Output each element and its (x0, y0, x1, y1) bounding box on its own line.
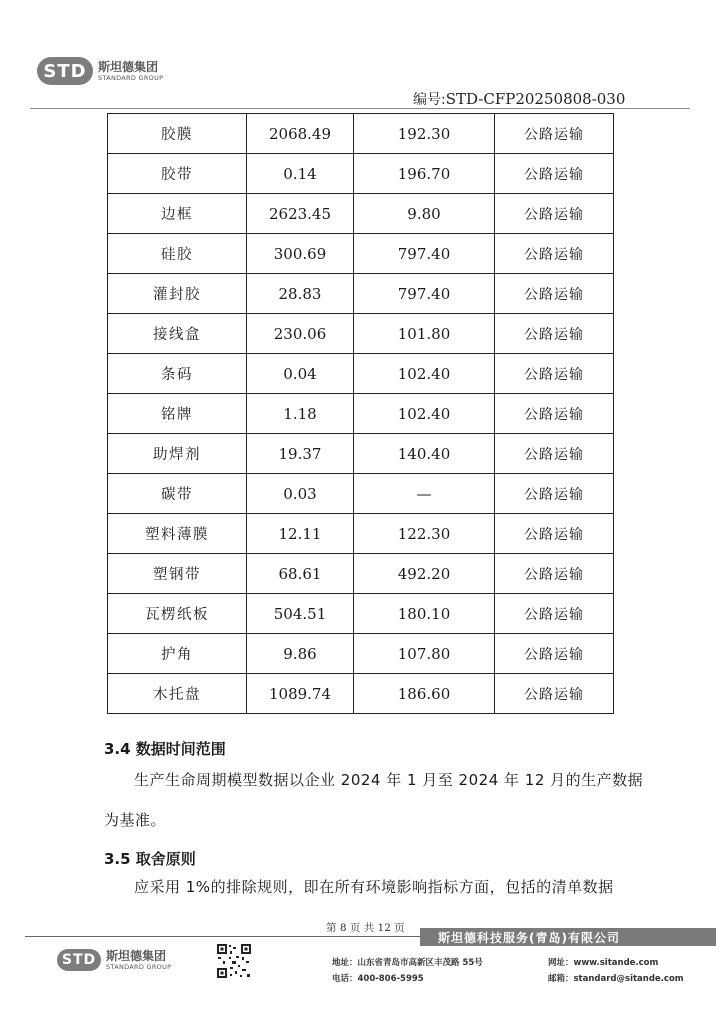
table-row (108, 114, 614, 154)
company-logo (37, 57, 163, 85)
section-3-4-line2: 为基准。 (104, 811, 167, 829)
weight-cell: 19.37 (247, 434, 354, 474)
qr-code-icon (216, 943, 252, 979)
transport-cell: 公路运输 (495, 514, 614, 554)
table-row (108, 514, 614, 554)
material-cell: 接线盒 (108, 314, 247, 354)
footer-logo-company-cn: 斯坦德集团 (106, 948, 167, 963)
material-cell: 硅胶 (108, 234, 247, 274)
table-row (108, 234, 614, 274)
logo-company-cn: 斯坦德集团 (98, 59, 159, 74)
material-cell: 条码 (108, 354, 247, 394)
weight-cell: 0.14 (247, 154, 354, 194)
logo-mark: STD (37, 57, 93, 85)
distance-cell: 140.40 (354, 434, 495, 474)
section-3-4-line1: 生产生命周期模型数据以企业 2024 年 1 月至 2024 年 12 月的生产数据 (134, 771, 644, 789)
material-cell: 胶膜 (108, 114, 247, 154)
table-row (108, 314, 614, 354)
material-cell: 护角 (108, 634, 247, 674)
transport-table (107, 113, 614, 714)
table-row (108, 434, 614, 474)
table-row (108, 194, 614, 234)
table-row (108, 554, 614, 594)
transport-cell: 公路运输 (495, 234, 614, 274)
table-row (108, 674, 614, 714)
distance-cell: 102.40 (354, 354, 495, 394)
transport-cell: 公路运输 (495, 674, 614, 714)
material-cell: 助焊剂 (108, 434, 247, 474)
weight-cell: 0.03 (247, 474, 354, 514)
table-row (108, 354, 614, 394)
document-number-value: STD-CFP20250808-030 (445, 90, 626, 108)
distance-cell: 9.80 (354, 194, 495, 234)
table-row (108, 274, 614, 314)
transport-cell: 公路运输 (495, 634, 614, 674)
document-number-label: 编号: (413, 92, 446, 108)
weight-cell: 1.18 (247, 394, 354, 434)
material-cell: 瓦楞纸板 (108, 594, 247, 634)
transport-cell: 公路运输 (495, 194, 614, 234)
page-number: 第 8 页 共 12 页 (326, 922, 405, 934)
footer-logo (57, 949, 171, 971)
transport-cell: 公路运输 (495, 314, 614, 354)
distance-cell: 797.40 (354, 234, 495, 274)
weight-cell: 0.04 (247, 354, 354, 394)
footer-phone: 电话：400-806-5995 (332, 974, 424, 984)
distance-cell: 101.80 (354, 314, 495, 354)
weight-cell: 12.11 (247, 514, 354, 554)
material-cell: 胶带 (108, 154, 247, 194)
weight-cell: 68.61 (247, 554, 354, 594)
header-divider (30, 108, 690, 109)
weight-cell: 2068.49 (247, 114, 354, 154)
transport-cell: 公路运输 (495, 434, 614, 474)
footer-website[interactable]: 网址：www.sitande.com (548, 958, 659, 968)
transport-cell: 公路运输 (495, 554, 614, 594)
material-cell: 碳带 (108, 474, 247, 514)
section-3-5-heading: 3.5 取舍原则 (104, 850, 196, 868)
weight-cell: 9.86 (247, 634, 354, 674)
distance-cell: 186.60 (354, 674, 495, 714)
table-row (108, 634, 614, 674)
distance-cell: 180.10 (354, 594, 495, 634)
weight-cell: 504.51 (247, 594, 354, 634)
distance-cell: 797.40 (354, 274, 495, 314)
weight-cell: 1089.74 (247, 674, 354, 714)
footer-address: 地址：山东省青岛市高新区丰茂路 55号 (332, 958, 483, 968)
table-row (108, 594, 614, 634)
footer-company-name: 斯坦德科技服务(青岛)有限公司 (420, 928, 716, 946)
table-row (108, 394, 614, 434)
weight-cell: 300.69 (247, 234, 354, 274)
weight-cell: 230.06 (247, 314, 354, 354)
document-number (413, 89, 625, 109)
table-row (108, 474, 614, 514)
distance-cell: 196.70 (354, 154, 495, 194)
material-cell: 塑钢带 (108, 554, 247, 594)
transport-cell: 公路运输 (495, 474, 614, 514)
distance-cell: 107.80 (354, 634, 495, 674)
material-cell: 塑料薄膜 (108, 514, 247, 554)
distance-cell: 122.30 (354, 514, 495, 554)
distance-cell: 492.20 (354, 554, 495, 594)
weight-cell: 2623.45 (247, 194, 354, 234)
material-cell: 边框 (108, 194, 247, 234)
logo-company-en: STANDARD GROUP (98, 73, 164, 82)
section-3-5-line1: 应采用 1%的排除规则，即在所有环境影响指标方面，包括的清单数据 (134, 878, 614, 896)
material-cell: 铭牌 (108, 394, 247, 434)
section-3-4-heading: 3.4 数据时间范围 (104, 740, 226, 758)
transport-cell: 公路运输 (495, 114, 614, 154)
table-row (108, 154, 614, 194)
section-3-4-paragraph (104, 760, 644, 840)
transport-cell: 公路运输 (495, 394, 614, 434)
weight-cell: 28.83 (247, 274, 354, 314)
footer-email[interactable]: 邮箱：standard@sitande.com (548, 974, 684, 984)
transport-cell: 公路运输 (495, 274, 614, 314)
distance-cell: 102.40 (354, 394, 495, 434)
footer-logo-mark: STD (57, 949, 101, 971)
section-3-5-paragraph (104, 867, 644, 907)
transport-cell: 公路运输 (495, 594, 614, 634)
transport-cell: 公路运输 (495, 354, 614, 394)
material-cell: 木托盘 (108, 674, 247, 714)
distance-cell: — (354, 474, 495, 514)
transport-cell: 公路运输 (495, 154, 614, 194)
footer-logo-company-en: STANDARD GROUP (106, 962, 172, 971)
material-cell: 灌封胶 (108, 274, 247, 314)
distance-cell: 192.30 (354, 114, 495, 154)
